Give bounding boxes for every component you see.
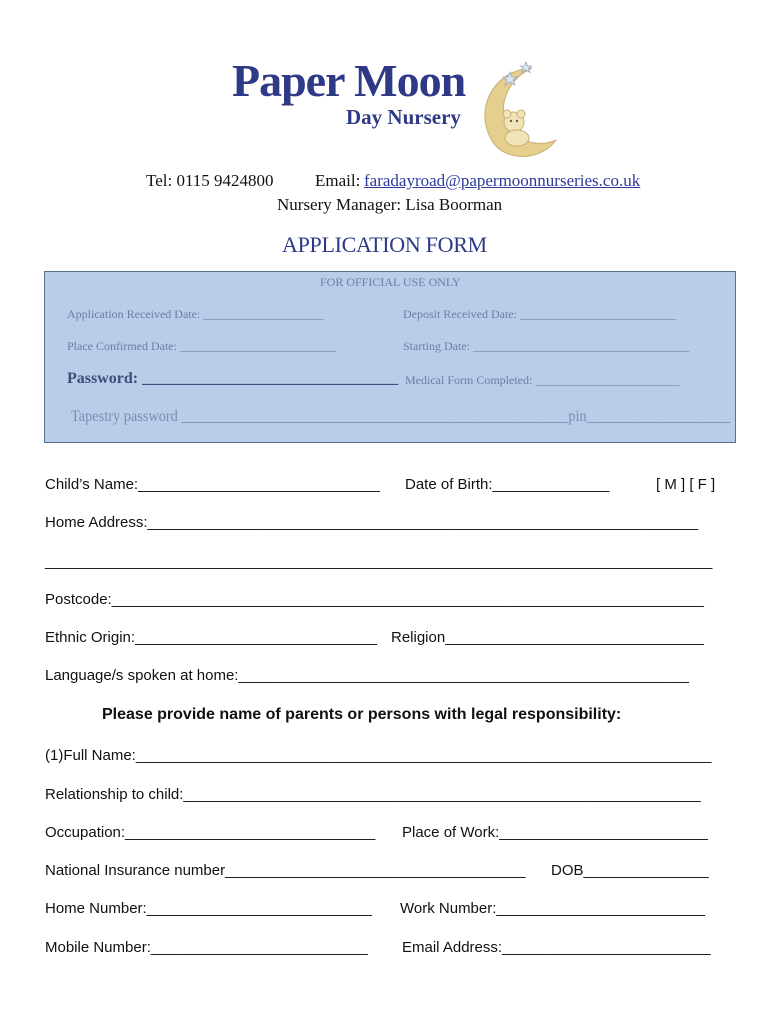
email-label: Email: [315,171,361,190]
logo-title: Paper Moon [232,55,466,106]
starting-date-field[interactable]: Starting Date: ____________________________________ [403,339,689,353]
work-number-field[interactable]: Work Number:_________________________ [400,900,705,917]
home-number-field[interactable]: Home Number:___________________________ [45,900,372,917]
parent-full-name-field[interactable]: (1)Full Name:_____________________________________________________________________ [45,747,712,764]
place-of-work-field[interactable]: Place of Work:_________________________ [402,824,708,841]
logo-subtitle: Day Nursery [346,105,461,129]
email-address-field[interactable]: Email Address:_________________________ [402,939,711,956]
postcode-field[interactable]: Postcode:_______________________________________________________________________ [45,591,705,608]
application-received-date-field[interactable]: Application Received Date: ____________________ [67,307,324,321]
occupation-field[interactable]: Occupation:______________________________ [45,824,376,841]
national-insurance-field[interactable]: National Insurance number____________________________________ [45,862,526,879]
date-of-birth-field[interactable]: Date of Birth:______________ [405,476,610,493]
telephone-number: Tel: 0115 9424800 [146,171,274,190]
page-title: APPLICATION FORM [282,232,487,257]
tapestry-password-field[interactable]: Tapestry password ______________________________________________________pin____________________ [71,408,730,425]
gender-options[interactable]: [ M ] [ F ] [656,476,716,493]
ethnic-origin-field[interactable]: Ethnic Origin:_____________________________ [45,629,377,646]
parents-section-heading: Please provide name of parents or persons with legal responsibility: [102,706,622,723]
place-confirmed-date-field[interactable]: Place Confirmed Date: __________________________ [67,339,336,353]
parent-dob-field[interactable]: DOB_______________ [551,862,709,879]
religion-field[interactable]: Religion_______________________________ [391,629,704,646]
relationship-field[interactable]: Relationship to child:______________________________________________________________ [45,786,701,803]
language-spoken-field[interactable]: Language/s spoken at home:______________________________________________________ [45,667,689,684]
nursery-manager: Nursery Manager: Lisa Boorman [277,195,503,214]
email-link[interactable]: faradayroad@papermoonnurseries.co.uk [364,171,641,190]
official-use-box [44,271,736,443]
official-use-title: FOR OFFICIAL USE ONLY [320,275,461,289]
home-address-field[interactable]: Home Address:__________________________________________________________________ [45,514,699,531]
password-field[interactable]: Password: ________________________________ [67,370,399,387]
home-address-line2-field[interactable]: ________________________________________________________________________________ [45,553,713,570]
deposit-received-date-field[interactable]: Deposit Received Date: __________________________ [403,307,676,321]
child-name-field[interactable]: Child’s Name:_____________________________ [45,476,381,493]
crescent-moon-teddy-bear-icon [470,60,560,162]
medical-form-completed-field[interactable]: Medical Form Completed: ________________________ [405,373,680,387]
mobile-number-field[interactable]: Mobile Number:__________________________ [45,939,368,956]
